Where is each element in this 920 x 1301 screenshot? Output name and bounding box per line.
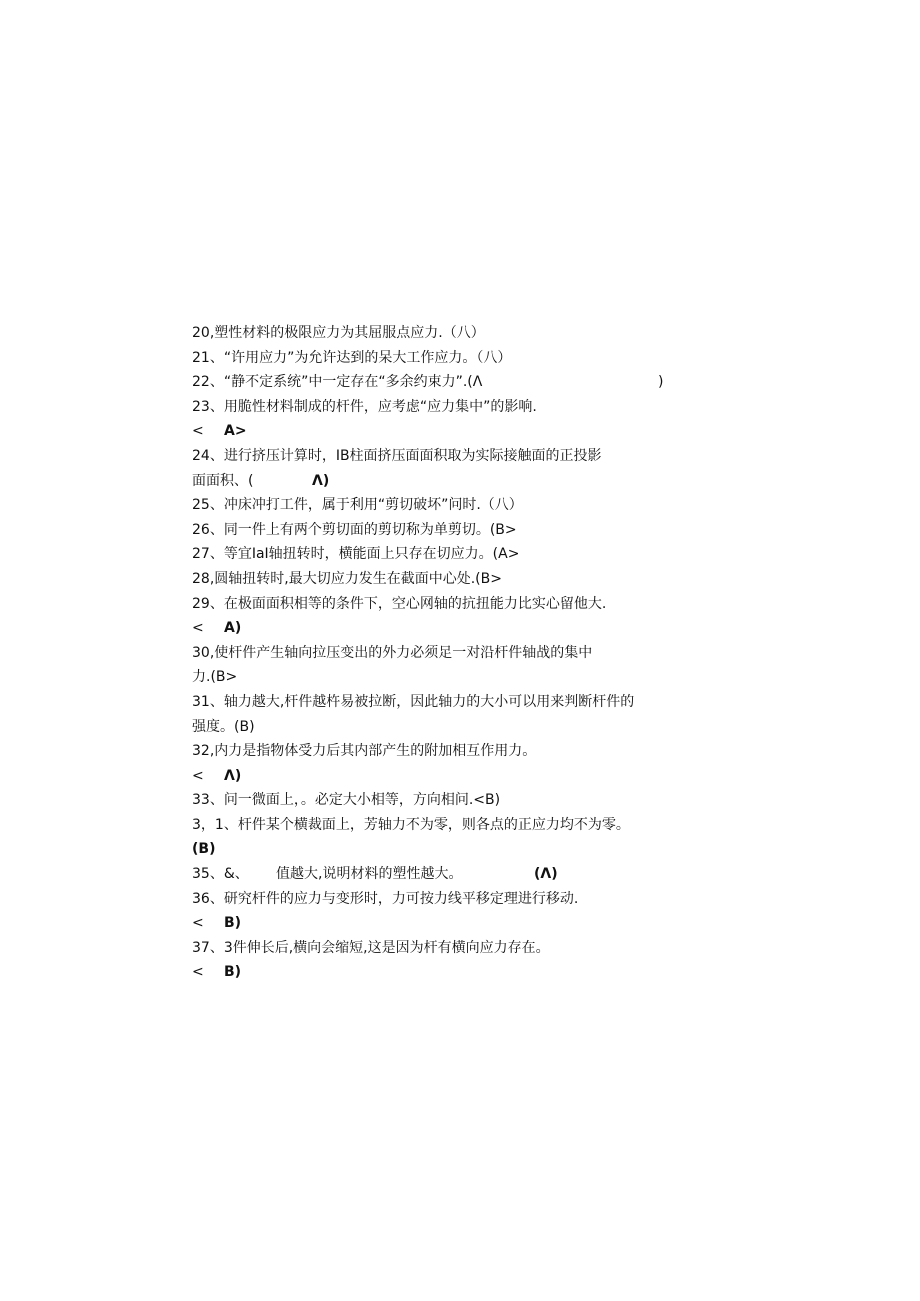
answer-bracket-open: <	[192, 620, 204, 637]
question-33	[192, 788, 692, 813]
answer-mark: (Λ)	[534, 866, 558, 883]
answer-mark: A>	[224, 423, 247, 440]
question-22	[192, 370, 692, 395]
answer-bracket-close: )	[658, 374, 664, 391]
question-text: 25、冲床冲打工件，属于利用“剪切破坏”问时.（八）	[192, 497, 523, 514]
question-28	[192, 567, 692, 592]
answer-32	[192, 764, 692, 789]
answer-bracket-open: <	[192, 915, 204, 932]
question-text: 26、同一件上有两个剪切面的剪切称为单剪切。(B>	[192, 521, 517, 538]
question-text: 36、研究杆件的应力与变形时，力可按力线平移定理进行移动.	[192, 890, 579, 907]
question-text: 28,圆轴扭转时,最大切应力发生在截面中心处.(B>	[192, 570, 502, 587]
answer-mark: B)	[224, 964, 242, 981]
question-text: 27、等宜IaI轴扭转时，横能面上只存在切应力。(A>	[192, 546, 520, 563]
answer-mark: (B)	[192, 841, 216, 858]
question-text: 33、问一微面上，。必定大小相等，方向相问.<B)	[192, 792, 501, 809]
answer-bracket-open: <	[192, 964, 204, 981]
question-26	[192, 518, 692, 543]
question-text: 3，1、杆件某个横裁面上，芳轴力不为零，则各点的正应力均不为零。	[192, 816, 630, 833]
answer-mark: B)	[224, 915, 242, 932]
answer-23	[192, 419, 692, 444]
question-35	[192, 862, 692, 887]
question-text: 29、在极面面积相等的条件下，空心网轴的抗扭能力比实心留他大.	[192, 595, 607, 612]
question-34	[192, 813, 692, 838]
question-31-continued	[192, 715, 692, 740]
answer-mark: Λ)	[224, 767, 242, 784]
question-25	[192, 493, 692, 518]
question-31	[192, 690, 692, 715]
question-text: 21、“许用应力”为允许达到的呆大工作应力。（八）	[192, 349, 512, 366]
question-30	[192, 641, 692, 666]
question-text: 力.(B>	[192, 669, 238, 686]
question-24	[192, 444, 692, 469]
question-32	[192, 739, 692, 764]
question-36	[192, 887, 692, 912]
question-text: 20,塑性材料的极限应力为其屈服点应力.（八）	[192, 325, 485, 341]
answer-36	[192, 911, 692, 936]
question-text: 32,内力是指物体受力后其内部产生的附加相互作用力。	[192, 743, 537, 760]
question-27	[192, 542, 692, 567]
answer-bracket-open: <	[192, 423, 204, 440]
question-text: 31、轴力越大,杆件越杵易被拉断，因此轴力的大小可以用来判断杆件的	[192, 693, 635, 710]
answer-34	[192, 837, 692, 862]
question-29	[192, 592, 692, 617]
question-23	[192, 395, 692, 420]
question-text: 强度。(B)	[192, 718, 255, 735]
question-list	[192, 321, 692, 985]
question-30-continued	[192, 665, 692, 690]
answer-37	[192, 960, 692, 985]
question-number: 35、&、	[192, 866, 249, 883]
question-text: 24、进行挤压计算时，IB柱面挤压面面积取为实际接触面的正投影	[192, 447, 602, 464]
question-text: 37、3件伸长后,横向会缩短,这是因为杆有横向应力存在。	[192, 939, 550, 956]
question-37	[192, 936, 692, 961]
question-text: 30,使杆件产生轴向拉压变出的外力必须足一对沿杆件轴战的集中	[192, 644, 593, 661]
question-20	[192, 321, 692, 346]
question-text: 23、用脆性材料制成的杆件，应考虑“应力集中”的影响.	[192, 398, 537, 415]
question-text: 值越大,说明材料的塑性越大。	[276, 866, 463, 883]
question-21	[192, 346, 692, 371]
question-text: 22、“静不定系统”中一定存在“多余约束力”.(Λ	[192, 374, 483, 391]
question-text: 面面积、(	[192, 472, 254, 489]
question-24-continued	[192, 469, 692, 494]
answer-bracket-open: <	[192, 767, 204, 784]
answer-29	[192, 616, 692, 641]
answer-mark: Λ)	[312, 472, 330, 489]
answer-mark: A)	[224, 620, 242, 637]
